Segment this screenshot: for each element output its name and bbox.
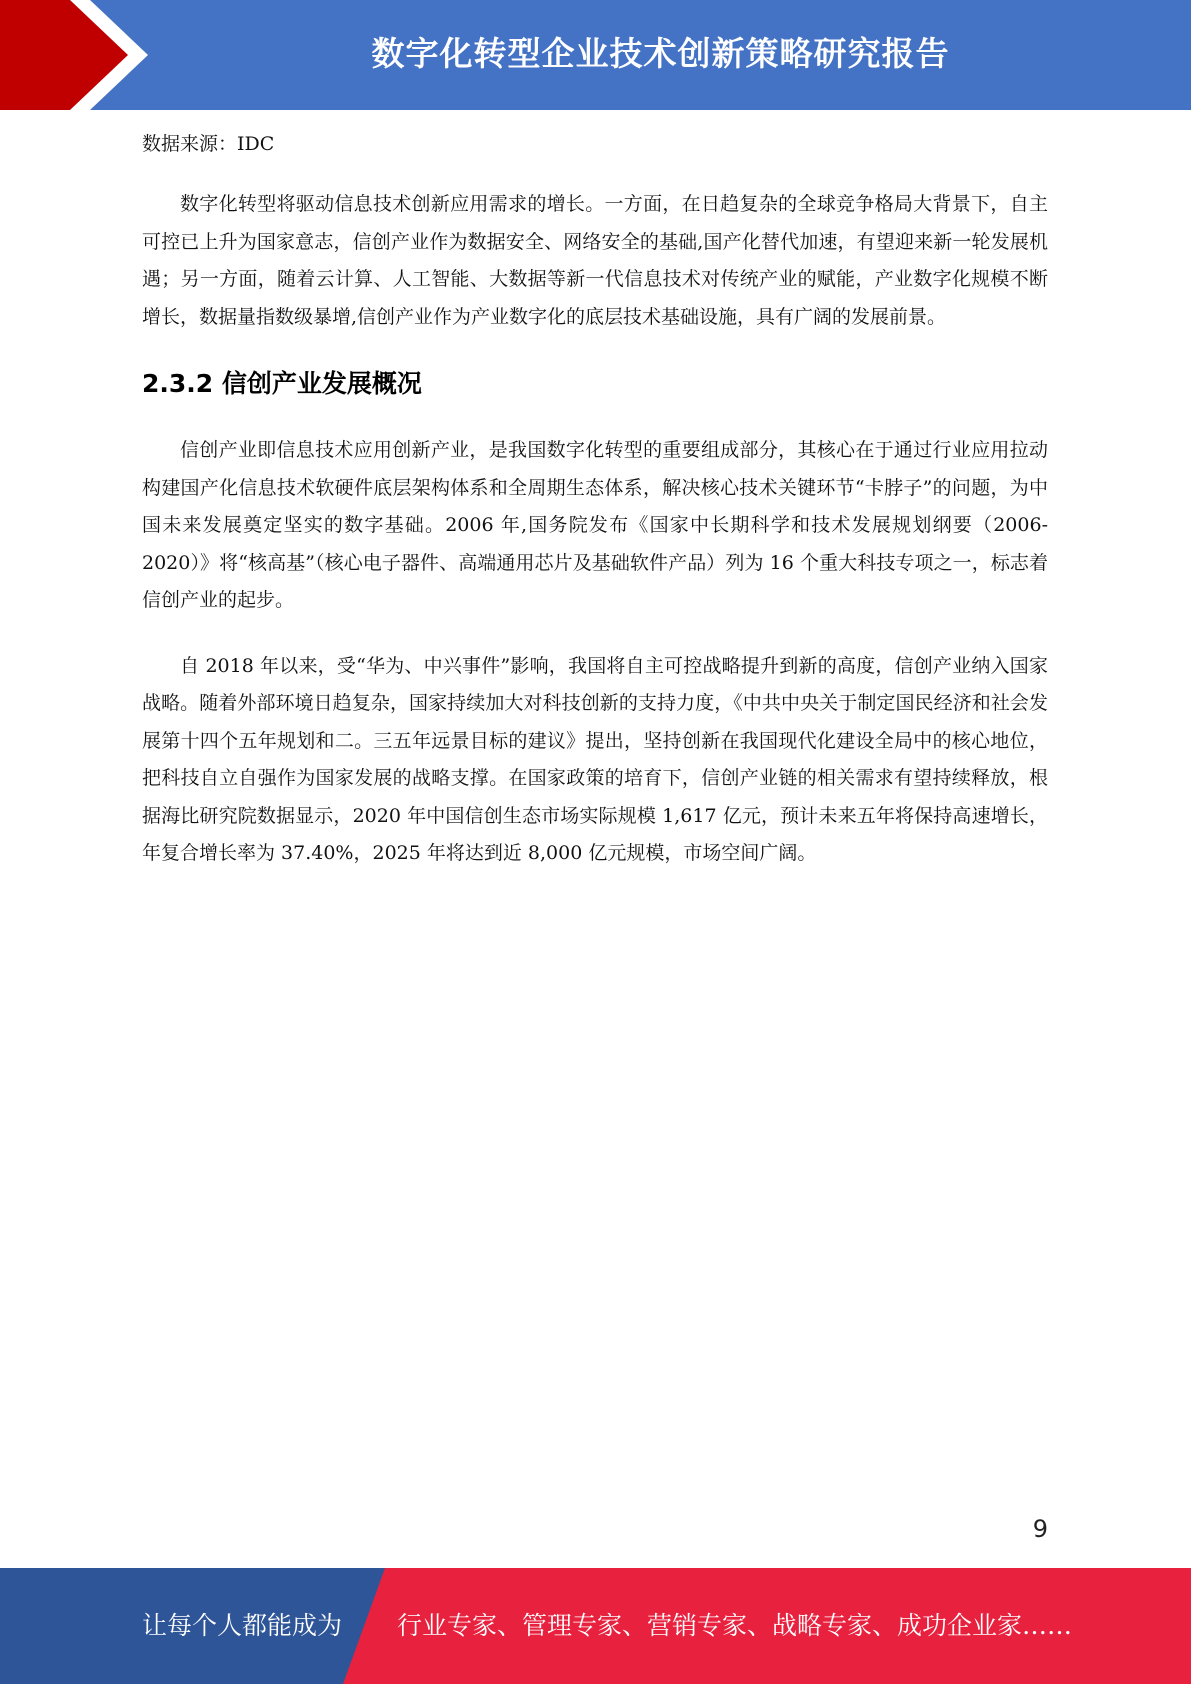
page-number: 9 bbox=[1032, 1515, 1048, 1543]
data-source-caption: 数据来源：IDC bbox=[142, 133, 275, 155]
footer-slogan-left: 让每个人都能成为 bbox=[142, 1611, 343, 1640]
paragraph-digital-transformation: 数字化转型将驱动信息技术创新应用需求的增长。一方面，在日趋复杂的全球竞争格局大背景下，自主可控已上升为国家意志，信创产业作为数据安全、网络安全的基础,国产化替代加速，有望迎来新一轮发展机遇；另一方面，随着云计算、人工智能、大数据等新一代信息技术对传统产业的赋能，产业数字化规模不断增长，数据量指数级暴增,信创产业作为产业数字化的底层技术基础设施，具有广阔的发展前景。 bbox=[142, 193, 1048, 328]
page-footer bbox=[0, 1568, 1191, 1684]
paragraph-xinchuang-overview: 信创产业即信息技术应用创新产业，是我国数字化转型的重要组成部分，其核心在于通过行业应用拉动构建国产化信息技术软硬件底层架构体系和全周期生态体系，解决核心技术关键环节“卡脖子”的问题，为中国未来发展奠定坚实的数字基础。2006 年,国务院发布《国家中长期科学和技术发展规划纲要（2006-2020）》将“核高基”（核心电子器件、高端通用芯片及基础软件产品）列为 16 个重大科技专项之一，标志着信创产业的起步。 bbox=[142, 439, 1048, 611]
page-header bbox=[0, 0, 1191, 110]
section-heading-2-3-2: 2.3.2 信创产业发展概况 bbox=[142, 369, 422, 398]
header-red-arrow-decoration bbox=[0, 0, 160, 110]
paragraph-xinchuang-market: 自 2018 年以来，受“华为、中兴事件”影响，我国将自主可控战略提升到新的高度，信创产业纳入国家战略。随着外部环境日趋复杂，国家持续加大对科技创新的支持力度，《中共中央关于制定国民经济和社会发展第十四个五年规划和二。三五年远景目标的建议》提出，坚持创新在我国现代化建设全局中的核心地位，把科技自立自强作为国家发展的战略支撑。在国家政策的培育下，信创产业链的相关需求有望持续释放，根据海比研究院数据显示，2020 年中国信创生态市场实际规模 1,617 亿元，预计未来五年将保持高速增长，年复合增长率为 37.40%，2025 年将达到近 8,000 亿元规模，市场空间广阔。 bbox=[142, 654, 1048, 864]
footer-slogan-right: 行业专家、管理专家、营销专家、战略专家、成功企业家…… bbox=[397, 1611, 1073, 1640]
document-body bbox=[142, 128, 1048, 901]
document-title: 数字化转型企业技术创新策略研究报告 bbox=[371, 34, 950, 73]
header-arrow-red-fill bbox=[0, 0, 128, 110]
